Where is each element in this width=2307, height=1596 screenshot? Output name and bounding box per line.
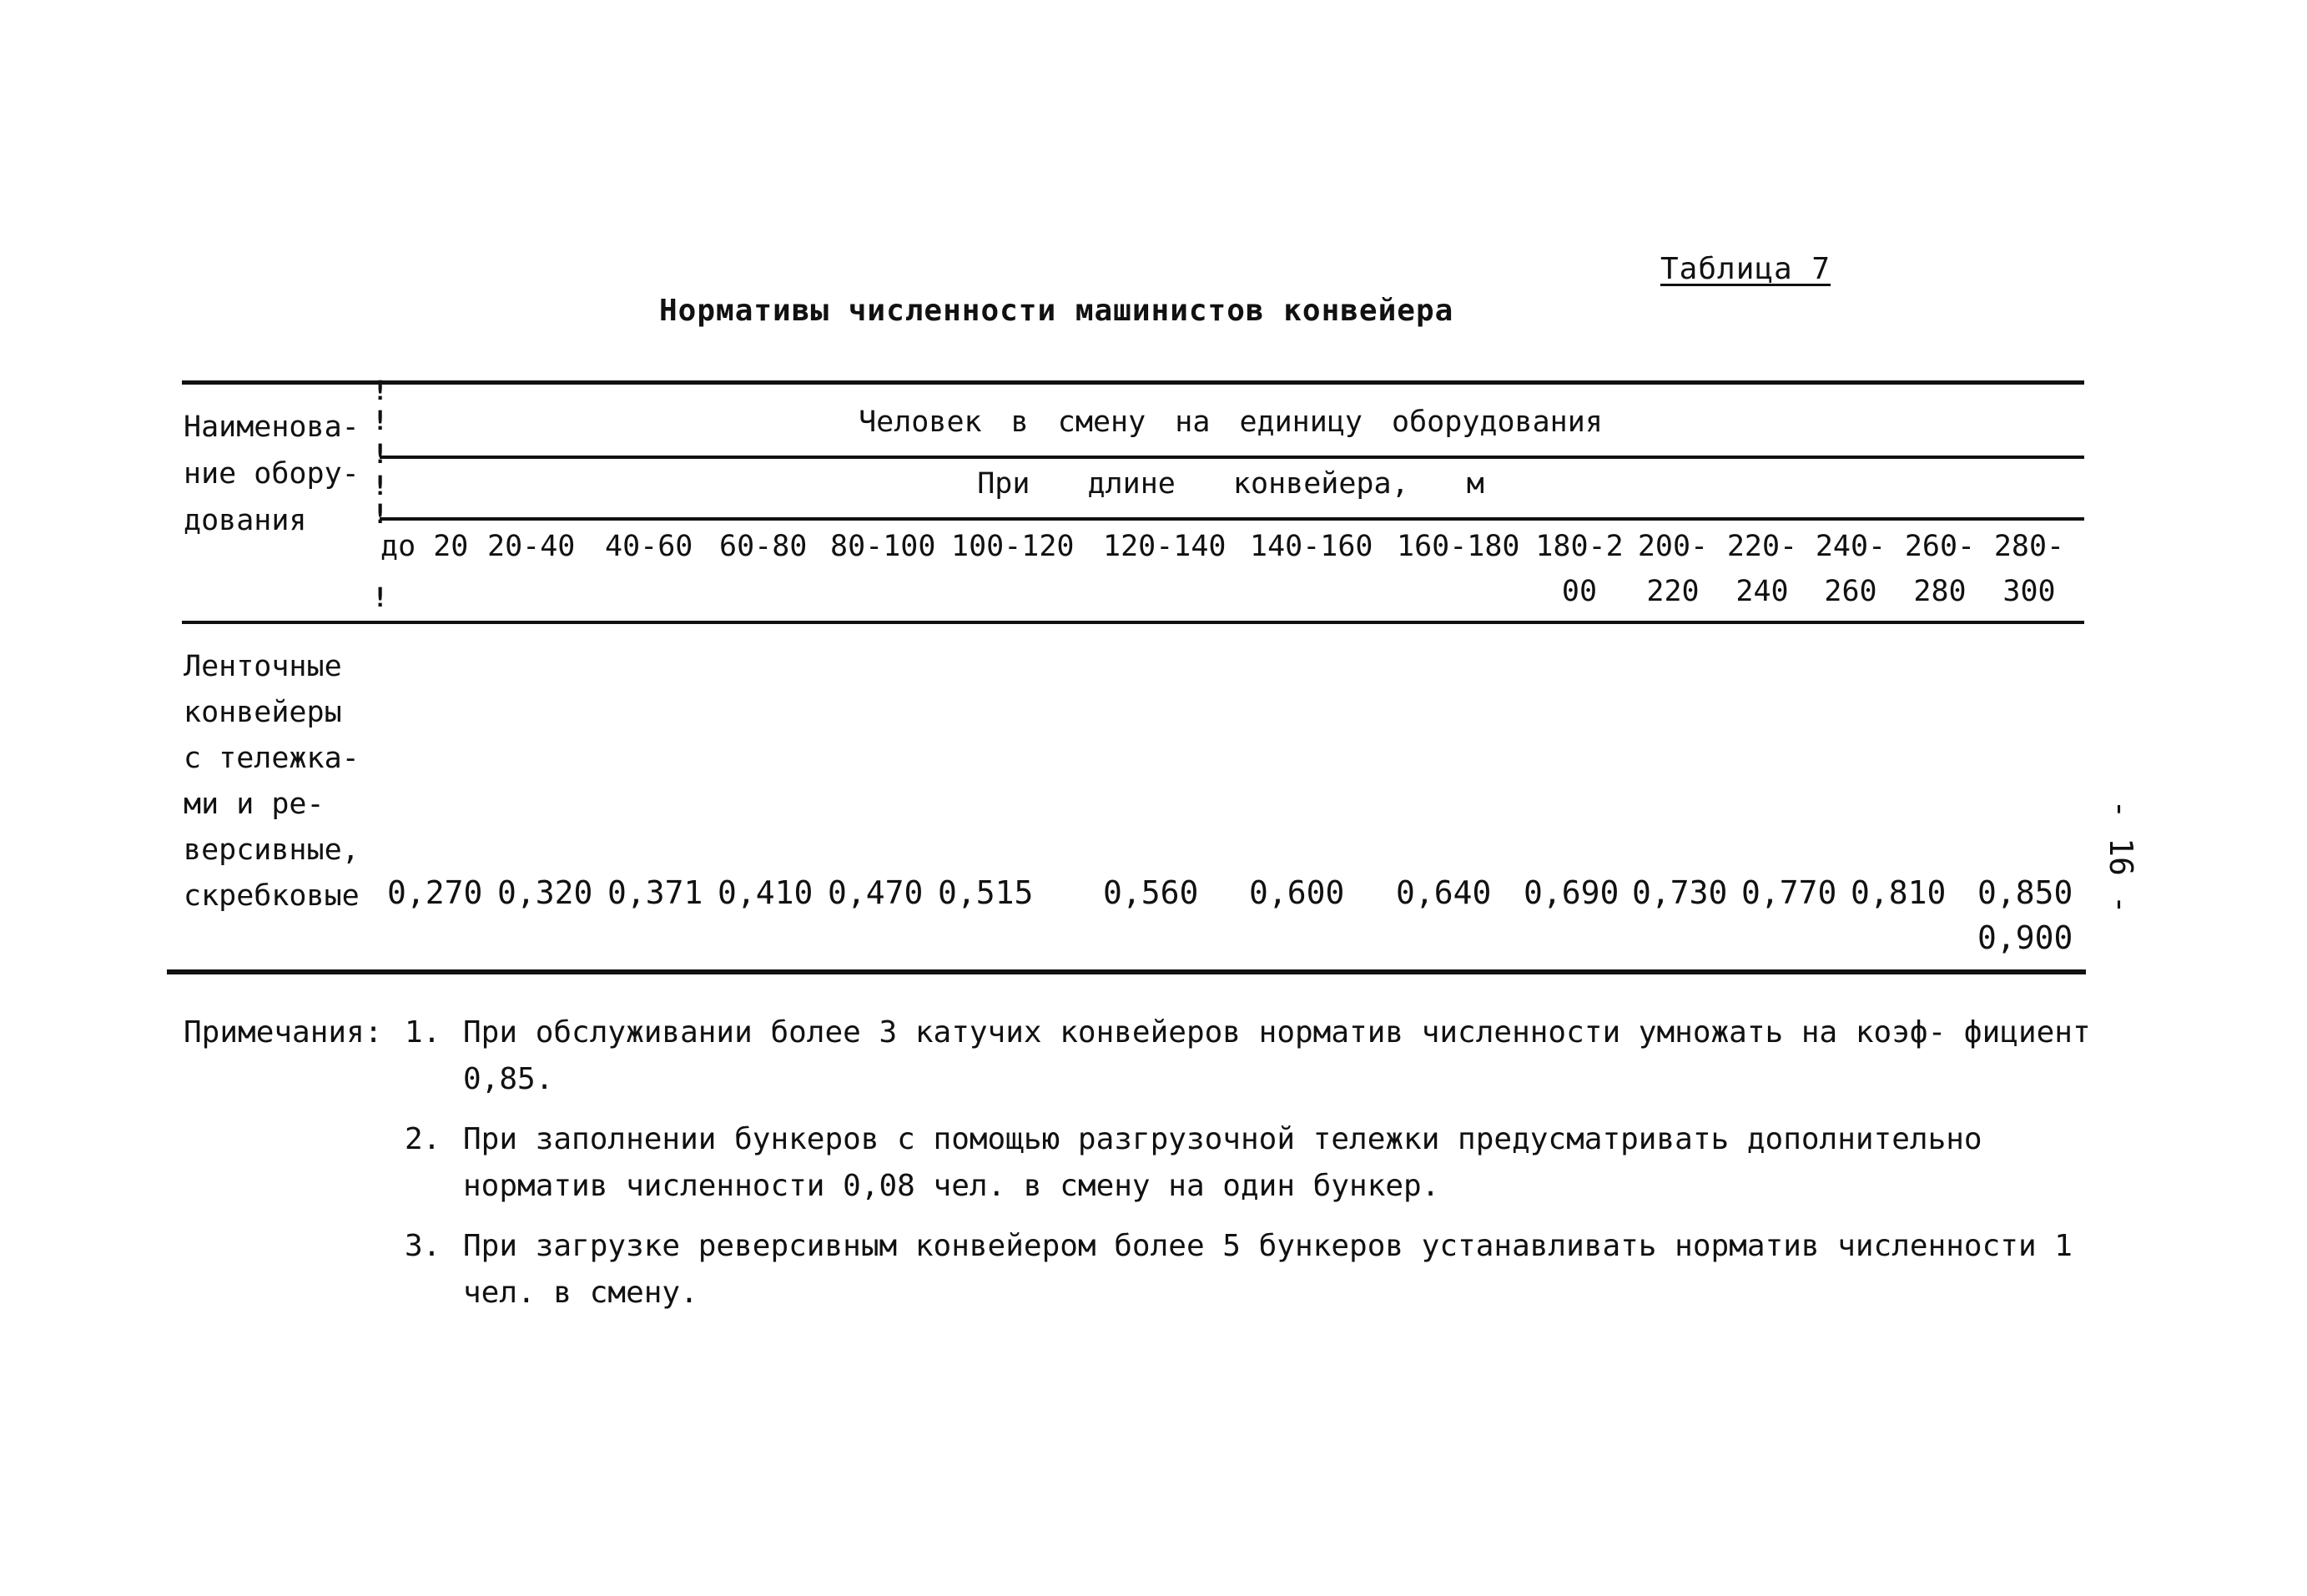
value-cell: 0,470 [828, 874, 924, 911]
note-item [184, 1223, 2098, 1317]
value-cell: 0,770 [1741, 874, 1837, 911]
equipment-name-line: с тележка- [184, 742, 360, 775]
range-header: до 20 [380, 530, 469, 563]
value-cell: 0,850 [1977, 874, 2073, 911]
equipment-name-line: версивные, [184, 833, 360, 867]
column-separator-mark: ! [372, 438, 389, 470]
equipment-name-header: Наименова- ние обору- дования [184, 410, 360, 537]
range-header: 120-140 [1103, 530, 1227, 563]
range-header: 60-80 [719, 530, 808, 563]
header-rule-2 [380, 517, 2084, 521]
value-cell: 0,600 [1249, 874, 1345, 911]
column-separator-mark: ! [372, 375, 389, 406]
note-number: 2. [405, 1122, 441, 1156]
conveyor-length-header: При длине конвейера, м [977, 467, 1484, 501]
note-text: При заполнении бункеров с помощью разгрузочной тележки предусматривать дополнительно норматив численности 0,08 чел. в смену на один бункер. [463, 1122, 1982, 1203]
value-cell: 0,730 [1632, 874, 1728, 911]
note-number: 1. [405, 1015, 441, 1050]
range-header: 80-100 [830, 530, 936, 563]
value-cell: 0,371 [607, 874, 703, 911]
table-bottom-rule [167, 969, 2086, 974]
value-cell: 0,640 [1396, 874, 1492, 911]
range-header: 140-160 [1250, 530, 1373, 563]
range-header: 280-300 [1993, 530, 2065, 608]
value-cell: 0,410 [718, 874, 813, 911]
range-header: 20-40 [487, 530, 576, 563]
people-per-shift-header: Человек в смену на единицу оборудования [859, 405, 1603, 439]
value-cell: 0,515 [938, 874, 1034, 911]
value-cell: 0,690 [1524, 874, 1619, 911]
note-text: При обслуживании более 3 катучих конвейеров норматив численности умножать на коэф- фициент 0,85. [463, 1015, 2091, 1096]
page-number-text: - 16 - [2103, 799, 2139, 914]
equipment-name-line: Ленточные [184, 650, 342, 683]
column-separator-mark: ! [372, 470, 389, 501]
header-bottom-rule [182, 621, 2084, 624]
value-cell: 0,270 [387, 874, 483, 911]
column-separator-mark: ! [372, 405, 389, 436]
table-title: Нормативы численности машинистов конвейера [659, 294, 1454, 328]
equipment-name-line: конвейеры [184, 696, 342, 729]
note-item [184, 1009, 2098, 1103]
note-item [184, 1116, 2098, 1210]
page-number [2104, 793, 2138, 926]
table-top-rule [182, 380, 2084, 385]
note-number: 3. [405, 1229, 441, 1263]
table-label: Таблица 7 [1660, 252, 1831, 286]
range-header: 240-260 [1815, 530, 1886, 608]
equipment-name-line: ми и ре- [184, 788, 325, 821]
value-cell: 0,560 [1103, 874, 1199, 911]
range-header: 220-240 [1726, 530, 1798, 608]
notes-section [184, 1009, 2098, 1317]
range-header: 100-120 [951, 530, 1075, 563]
value-cell: 0,320 [497, 874, 593, 911]
range-header: 40-60 [605, 530, 693, 563]
range-header: 260-280 [1904, 530, 1976, 608]
range-header: 180-200 [1535, 530, 1624, 608]
notes-heading: Примечания: [184, 1015, 383, 1050]
note-text: При загрузке реверсивным конвейером более 5 бункеров устанавливать норматив численности 1 чел. в смену. [463, 1229, 2073, 1310]
header-rule-1 [380, 456, 2084, 459]
equipment-name-cell [184, 644, 384, 919]
equipment-name-line: скребковые [184, 879, 360, 913]
value-cell-second: 0,900 [1977, 919, 2073, 956]
column-separator-mark: ! [372, 498, 389, 530]
range-header: 160-180 [1397, 530, 1520, 563]
value-cell: 0,810 [1851, 874, 1947, 911]
range-header: 200-220 [1637, 530, 1709, 608]
column-separator-mark: ! [372, 582, 389, 613]
